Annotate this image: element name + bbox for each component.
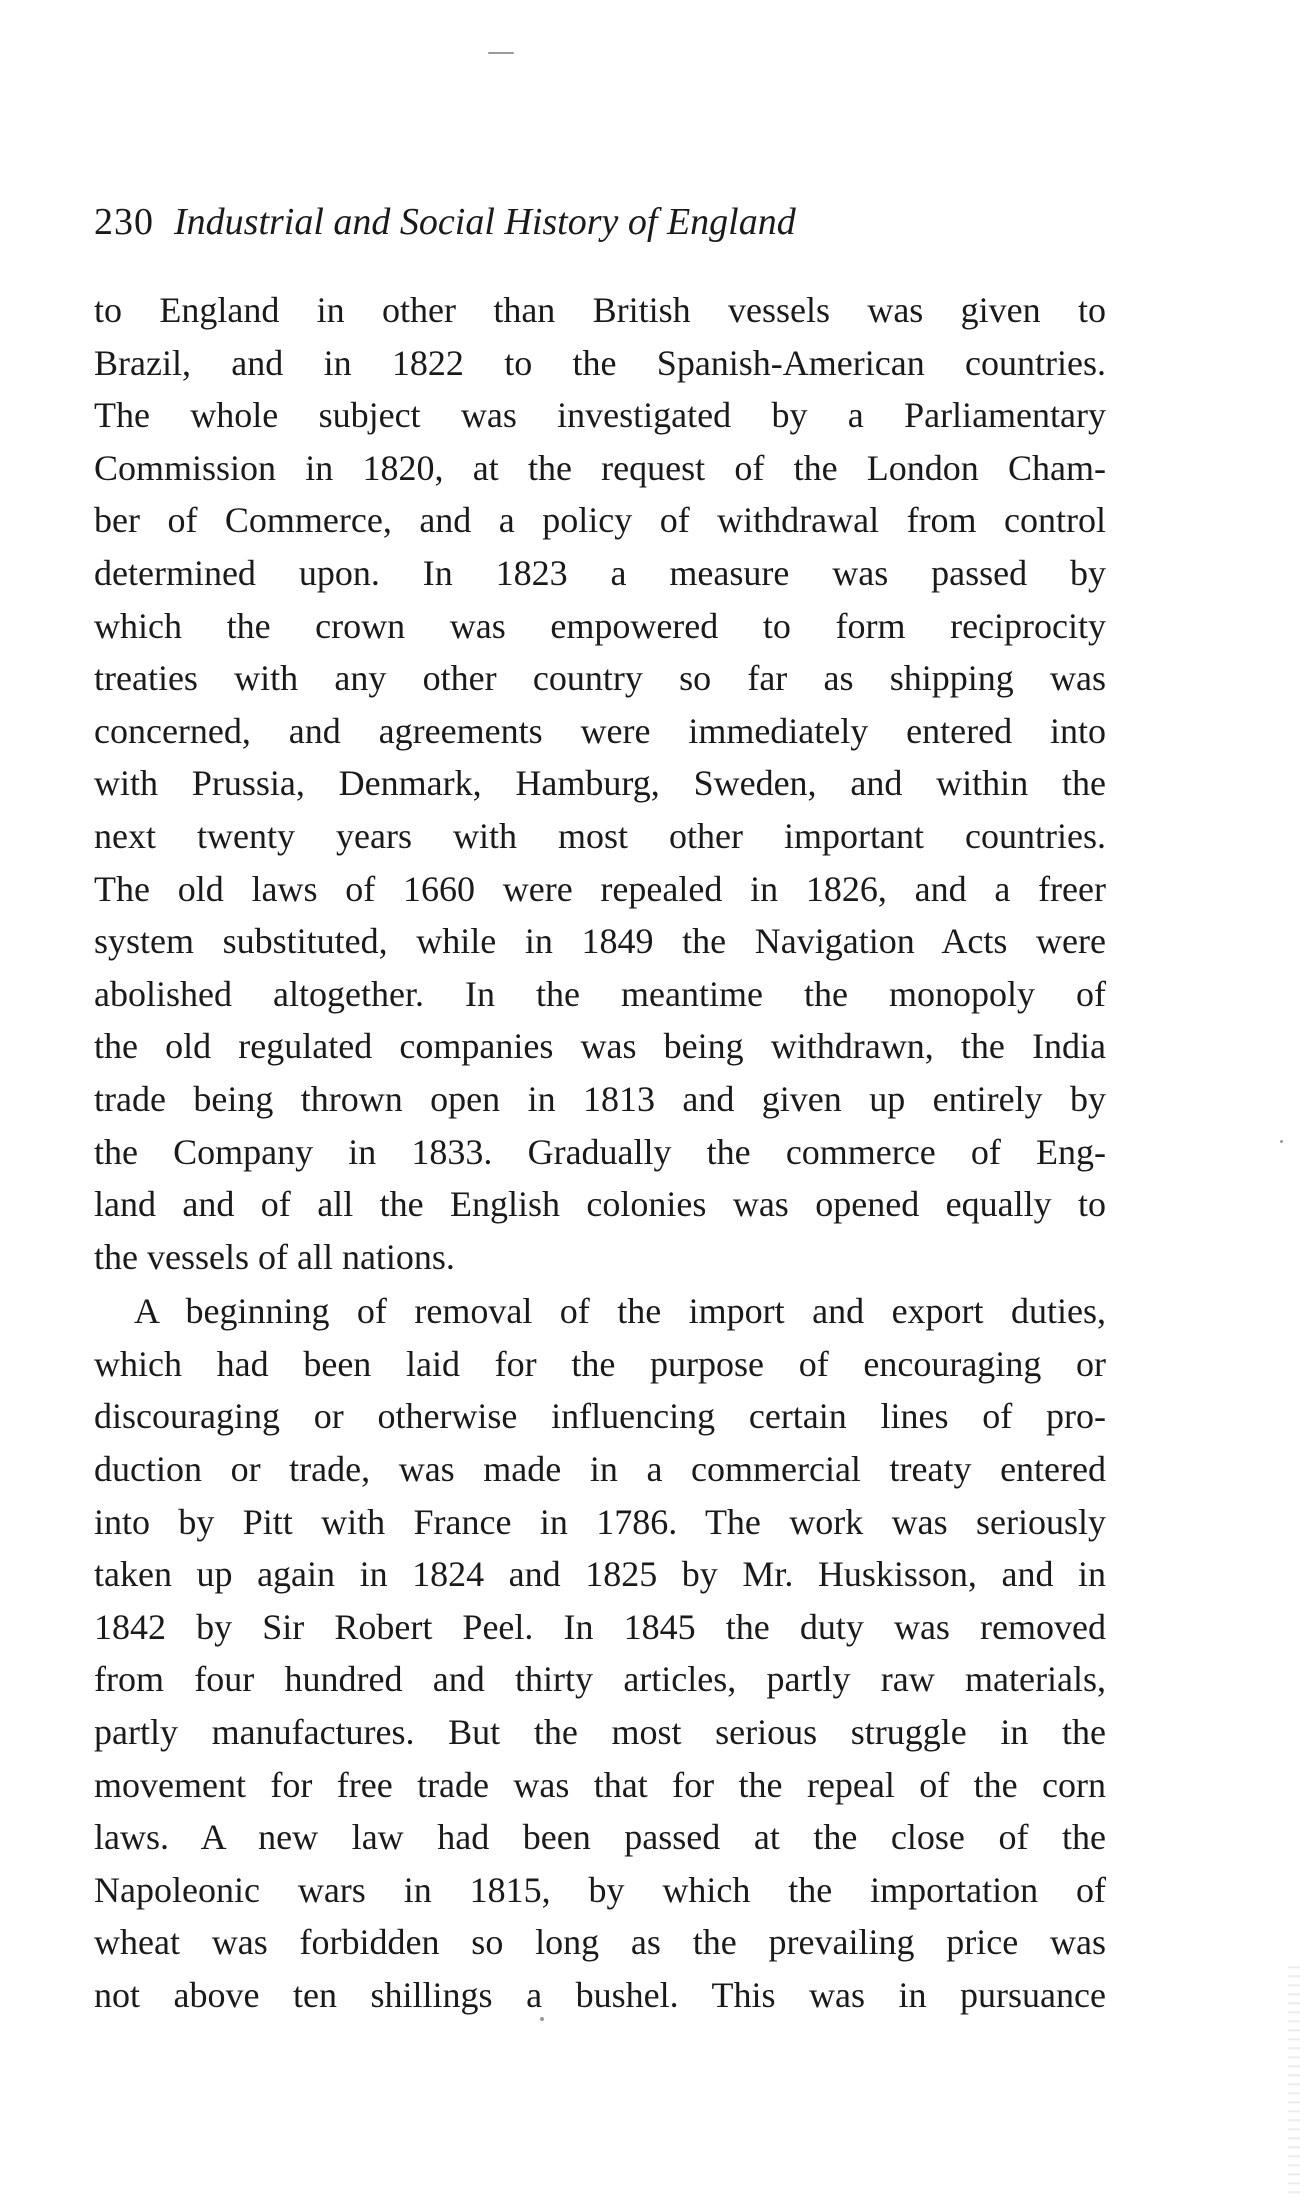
- paragraph-start-line: A beginning of removal of the import and export duties,: [134, 1291, 1106, 1332]
- text-line: land and of all the English colonies was opened equally to: [94, 1184, 1106, 1225]
- text-line: from four hundred and thirty articles, partly raw materials,: [94, 1659, 1106, 1700]
- scan-speck: [540, 2017, 544, 2021]
- text-line: laws. A new law had been passed at the close of the: [94, 1817, 1106, 1858]
- text-line: Napoleonic wars in 1815, by which the importation of: [94, 1869, 1106, 1910]
- page-number: 230: [94, 201, 154, 243]
- text-line: Brazil, and in 1822 to the Spanish-American countries.: [94, 342, 1106, 383]
- text-line: treaties with any other country so far as shipping was: [94, 658, 1106, 699]
- text-line: to England in other than British vessels was given to: [94, 290, 1106, 330]
- text-line: The old laws of 1660 were repealed in 1826, and a freer: [94, 868, 1106, 909]
- running-head: [94, 196, 1094, 248]
- scan-speck: [1280, 1140, 1283, 1143]
- text-line: wheat was forbidden so long as the prevailing price was: [94, 1922, 1106, 1963]
- text-line: taken up again in 1824 and 1825 by Mr. Huskisson, and in: [94, 1554, 1106, 1595]
- running-title: Industrial and Social History of England: [174, 201, 796, 243]
- text-line: the Company in 1833. Gradually the commerce of Eng-: [94, 1131, 1106, 1172]
- text-line: the old regulated companies was being withdrawn, the India: [94, 1026, 1106, 1067]
- text-line: movement for free trade was that for the repeal of the corn: [94, 1764, 1106, 1805]
- scan-speck: [488, 52, 514, 54]
- text-line: ber of Commerce, and a policy of withdrawal from control: [94, 500, 1106, 541]
- text-line: The whole subject was investigated by a Parliamentary: [94, 395, 1106, 436]
- text-line: abolished altogether. In the meantime the monopoly of: [94, 973, 1106, 1014]
- text-line: partly manufactures. But the most serious struggle in the: [94, 1712, 1106, 1753]
- text-line: next twenty years with most other important countries.: [94, 815, 1106, 856]
- text-line: with Prussia, Denmark, Hamburg, Sweden, and within the: [94, 763, 1106, 804]
- body-text: [94, 284, 1106, 2022]
- text-line: determined upon. In 1823 a measure was passed by: [94, 552, 1106, 593]
- text-line: not above ten shillings a bushel. This was in pursuance: [94, 1975, 1106, 2015]
- text-line: which had been laid for the purpose of encouraging or: [94, 1343, 1106, 1384]
- paragraph-end-line: the vessels of all nations.: [94, 1236, 455, 1277]
- scan-edge-noise: [1288, 1960, 1300, 2200]
- text-line: into by Pitt with France in 1786. The work was seriously: [94, 1501, 1106, 1542]
- text-line: discouraging or otherwise influencing certain lines of pro-: [94, 1396, 1106, 1437]
- text-line: 1842 by Sir Robert Peel. In 1845 the duty was removed: [94, 1606, 1106, 1647]
- text-line: concerned, and agreements were immediately entered into: [94, 710, 1106, 751]
- text-line: trade being thrown open in 1813 and given up entirely by: [94, 1078, 1106, 1119]
- text-line: duction or trade, was made in a commercial treaty entered: [94, 1449, 1106, 1490]
- text-line: Commission in 1820, at the request of the London Cham-: [94, 447, 1106, 488]
- text-line: system substituted, while in 1849 the Navigation Acts were: [94, 921, 1106, 962]
- text-line: which the crown was empowered to form reciprocity: [94, 605, 1106, 646]
